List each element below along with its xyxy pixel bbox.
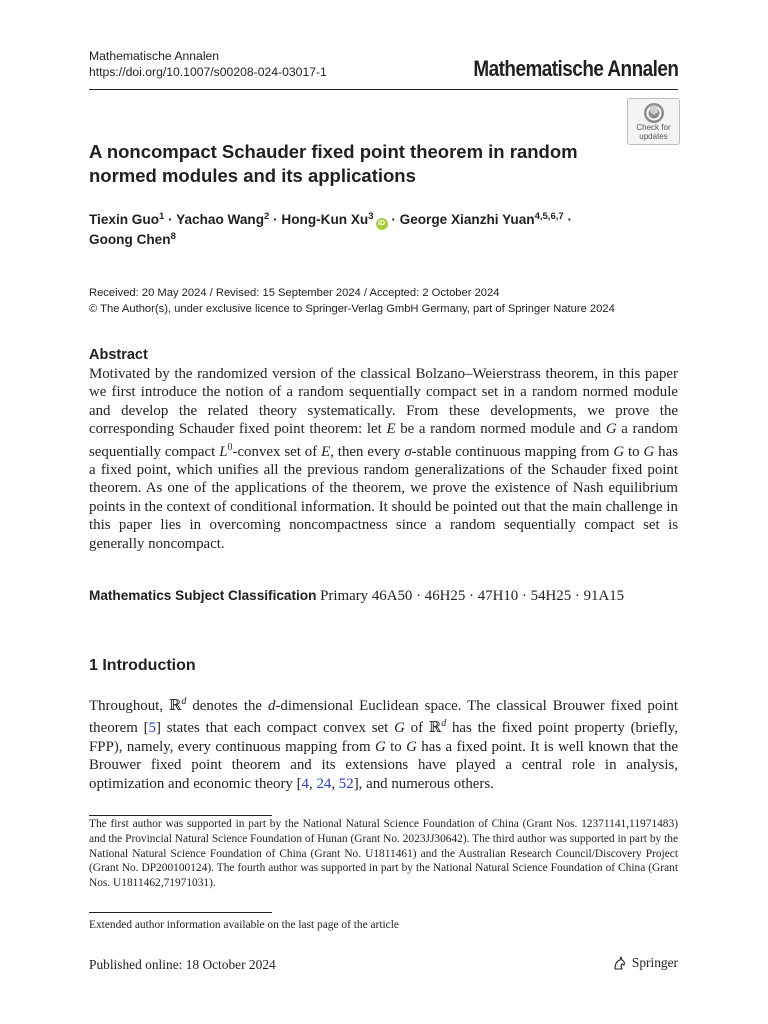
author-name[interactable]: Goong Chen [89,232,171,247]
math-symbol: ℝ [428,720,442,737]
math-symbol: d [268,697,276,714]
author-separator: · [567,212,572,227]
math-symbol: L [219,443,228,460]
abstract-run: to [624,443,644,460]
intro-run: has a fixed point. It is well known that the Brouwer fixed point theorem and its extensions have played a central role in analysis, optimization and economic theory [ [89,738,679,792]
check-for-updates-icon [643,102,665,124]
check-for-updates-badge[interactable] [627,98,680,145]
title-line-1: A noncompact Schauder fixed point theorem in random [89,141,578,162]
author-name[interactable]: George Xianzhi Yuan [399,212,535,227]
doi-link[interactable]: https://doi.org/10.1007/s00208-024-03017-1 [89,65,327,79]
footnote-rule [89,815,272,816]
author-affiliation: 1 [159,211,165,222]
badge-line-1: Check for [636,123,671,132]
check-for-updates-label [628,123,679,141]
abstract-run: -convex set of [232,443,322,460]
intro-run: -dimensional Euclidean space. The classical Brouwer fixed point theorem [ [89,697,678,737]
author-separator: · [273,212,278,227]
author-name[interactable]: Hong-Kun Xu [281,212,369,227]
math-symbol: E [321,443,331,460]
math-symbol: G [605,421,617,438]
received-dates: Received: 20 May 2024 / Revised: 15 September 2024 / Accepted: 2 October 2024 [89,287,500,299]
footnote-rule [89,912,272,913]
author-name[interactable]: Yachao Wang [176,212,265,227]
header-rule [89,89,678,90]
math-symbol: G [613,443,625,460]
intro-run: , [309,775,317,792]
author-affiliation: 2 [264,211,270,222]
math-superscript: 0 [227,441,233,453]
article-history [89,285,615,317]
author-separator: · [391,212,396,227]
orcid-icon[interactable]: iD [376,218,388,230]
abstract-run: be a random normed module and [395,421,606,438]
intro-run: has the fixed point property (briefly, FPP), namely, every continuous mapping from [89,720,678,755]
author-list [89,210,689,250]
abstract-run: , then every [330,443,405,460]
math-symbol: G [374,738,386,755]
author-affiliation: 4,5,6,7 [534,211,564,222]
publisher-name: Springer [631,955,678,970]
abstract-run: a random sequentially compact [89,421,679,460]
citation-link[interactable]: 5 [148,720,156,737]
citation-link[interactable]: 52 [338,775,354,792]
math-symbol: E [386,421,396,438]
intro-run: , [331,775,339,792]
journal-logo-text: Mathematische Annalen [472,56,678,81]
abstract-run: has a fixed point, which unifies all the previous random generalizations of the Schauder fixed point theorem. As one of the applications of the theorem, we prove the existence of Nash equilibrium points in the context of conditional information. It should be pointed out that the main challenge in this paper lies in overcoming noncompactness since a random sequentially compact set is generally noncompact. [89,443,678,552]
math-superscript: d [441,718,447,730]
math-superscript: d [181,696,187,707]
math-symbol: σ [404,443,412,460]
author-affiliation: 8 [170,231,176,242]
badge-line-2: updates [639,132,668,141]
subject-classification [89,586,678,606]
publisher-mark [612,955,678,971]
copyright-notice: © The Author(s), under exclusive licence to Springer-Verlag GmbH Germany, part of Springer Nature 2024 [89,303,615,315]
extended-author-note: Extended author information available on the last page of the article [89,919,399,931]
author-affiliation: 3 [368,211,374,222]
title-line-2: normed modules and its applications [89,165,416,186]
author-name[interactable]: Tiexin Guo [89,212,159,227]
citation-link[interactable]: 24 [316,775,332,792]
abstract-text [89,365,678,553]
author-separator: · [168,212,173,227]
abstract-run: -stable continuous mapping from [411,443,614,460]
math-symbol: G [643,443,655,460]
section-heading-introduction: 1 Introduction [89,657,196,674]
math-symbol: G [394,720,405,737]
intro-run: ] states that each compact convex set [155,720,395,737]
introduction-paragraph [89,693,678,793]
journal-name: Mathematische Annalen [89,49,220,63]
abstract-run: Motivated by the randomized version of the classical Bolzano–Weierstrass theorem, in this paper we first introduce the notion of a random sequentially compact set in a random normed module and develop the related theory systematically. From these developments, we prove the corresponding Schauder fixed point theorem: let [89,366,678,438]
published-online-date: Published online: 18 October 2024 [89,957,276,972]
springer-horse-icon [612,955,628,971]
math-symbol: ℝ [169,697,182,714]
intro-run: to [385,738,407,755]
intro-run: Throughout, [89,697,170,714]
intro-run: ], and numerous others. [353,775,494,792]
math-symbol: G [406,738,417,755]
intro-run: of [404,720,429,737]
intro-run: denotes the [186,697,268,714]
funding-footnote: The first author was supported in part by the National Natural Science Foundation of China (Grant Nos. 12371141,11971483) and the Provincial Natural Science Foundation of Hunan (Grant No. 2023JJ30642). The third author was supported in part by the National Natural Science Foundation of China (Grant No. U1811461) and the Australian Research Council/Discovery Project (Grant No. DP200100124). The fourth author was supported in part by the National Natural Science Foundation of China (Grant Nos. U1811462,71971031). [89,818,678,890]
article-title [89,140,649,188]
msc-codes: Primary 46A50 · 46H25 · 47H10 · 54H25 · 91A15 [320,588,625,604]
journal-citation [89,48,327,80]
citation-link[interactable]: 4 [301,775,309,792]
abstract-heading: Abstract [89,347,148,363]
msc-label: Mathematics Subject Classification [89,588,317,603]
